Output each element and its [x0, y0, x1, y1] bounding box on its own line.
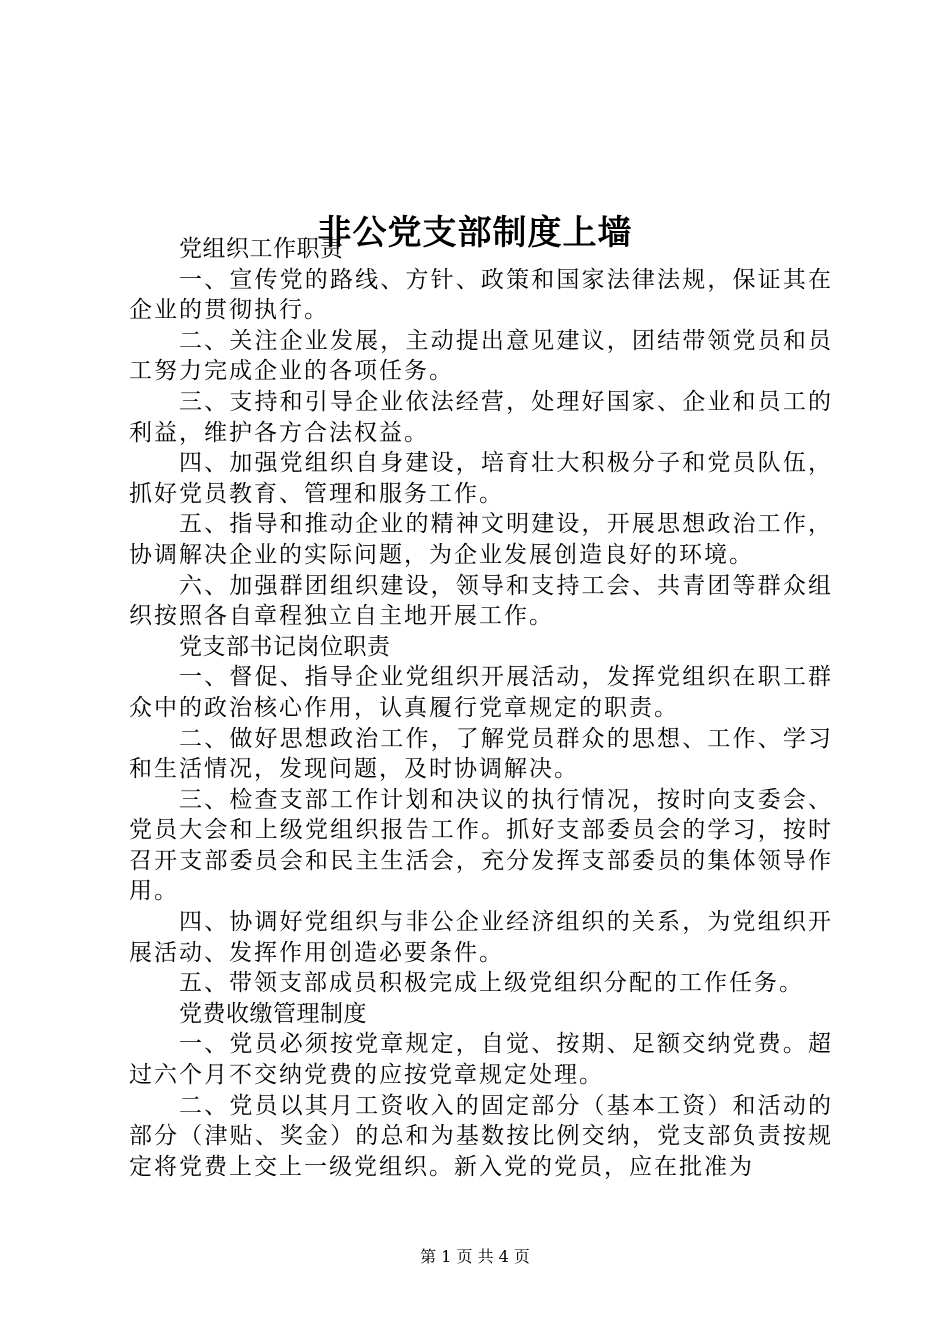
section-heading-party-dues-management: 党费收缴管理制度	[179, 1000, 367, 1027]
paragraph: 五、带领支部成员积极完成上级党组织分配的工作任务。	[179, 970, 804, 997]
paragraph: 二、党员以其月工资收入的固定部分（基本工资）和活动的部分（津贴、奖金）的总和为基数按比例交纳，党支部负责按规定将党费上交上一级党组织。新入党的党员，应在批准为	[129, 1092, 833, 1180]
page-footer: 第 1 页 共 4 页	[420, 1247, 530, 1266]
paragraph: 二、做好思想政治工作，了解党员群众的思想、工作、学习和生活情况，发现问题，及时协调解决。	[129, 725, 833, 783]
paragraph: 六、加强群团组织建设，领导和支持工会、共青团等群众组织按照各自章程独立自主地开展工作。	[129, 572, 833, 630]
paragraph: 三、检查支部工作计划和决议的执行情况，按时向支委会、党员大会和上级党组织报告工作。抓好支部委员会的学习，按时召开支部委员会和民主生活会，充分发挥支部委员的集体领导作用。	[129, 786, 833, 905]
paragraph: 五、指导和推动企业的精神文明建设，开展思想政治工作，协调解决企业的实际问题，为企业发展创造良好的环境。	[129, 511, 833, 568]
paragraph: 一、宣传党的路线、方针、政策和国家法律法规，保证其在企业的贯彻执行。	[129, 266, 833, 324]
section-heading-party-organization-duties: 党组织工作职责	[179, 236, 344, 262]
paragraph: 二、关注企业发展，主动提出意见建议，团结带领党员和员工努力完成企业的各项任务。	[129, 327, 833, 385]
paragraph: 一、督促、指导企业党组织开展活动，发挥党组织在职工群众中的政治核心作用，认真履行党章规定的职责。	[129, 664, 833, 721]
document-body	[129, 234, 833, 1182]
paragraph: 一、党员必须按党章规定，自觉、按期、足额交纳党费。超过六个月不交纳党费的应按党章规定处理。	[129, 1031, 833, 1089]
document-title: 非公党支部制度上墙	[317, 212, 633, 253]
paragraph: 四、协调好党组织与非公企业经济组织的关系，为党组织开展活动、发挥作用创造必要条件。	[129, 909, 833, 966]
paragraph: 四、加强党组织自身建设，培育壮大积极分子和党员队伍，抓好党员教育、管理和服务工作。	[129, 450, 833, 507]
paragraph: 三、支持和引导企业依法经营，处理好国家、企业和员工的利益，维护各方合法权益。	[129, 388, 833, 446]
section-heading-branch-secretary-duties: 党支部书记岗位职责	[179, 633, 391, 660]
